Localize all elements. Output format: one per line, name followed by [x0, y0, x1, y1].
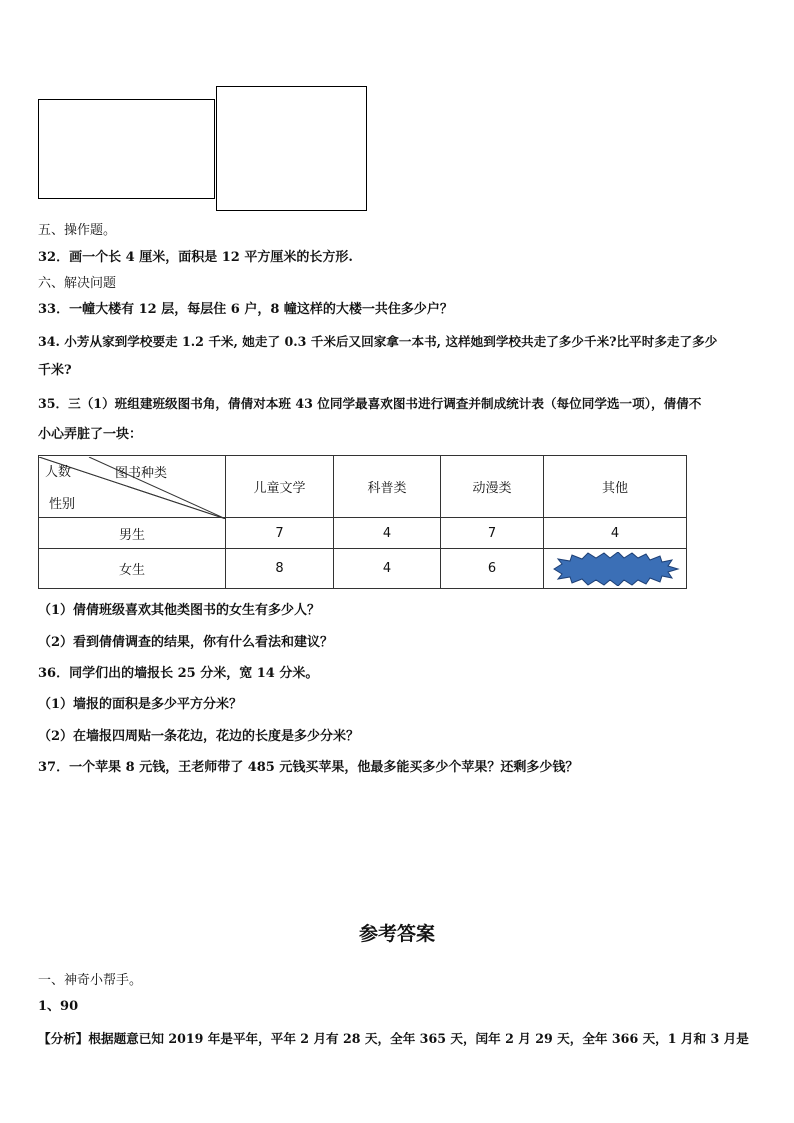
answers-section1-heading: 一、神奇小帮手。: [38, 973, 143, 988]
drawing-box-left: [38, 99, 215, 199]
book-survey-table: [38, 455, 687, 589]
table-cell: 6: [441, 549, 544, 589]
table-cell: 7: [226, 518, 334, 549]
question-34-line2: 千米?: [38, 363, 72, 378]
table-row: [39, 549, 687, 589]
question-37: 37．一个苹果 8 元钱，王老师带了 485 元钱买苹果，他最多能买多少个苹果？还剩多少钱？: [38, 760, 579, 775]
section6-heading: 六、解决问题: [38, 276, 117, 291]
question-36: 36．同学们出的墙报长 25 分米，宽 14 分米。: [38, 666, 319, 681]
column-header: 儿童文学: [226, 456, 334, 518]
question-36-sub2: （2）在墙报四周贴一条花边，花边的长度是多少分米？: [38, 729, 360, 744]
question-35-line1: 35．三（1）班组建班级图书角，倩倩对本班 43 位同学最喜欢图书进行调查并制成统计表（每位同学选一项），倩倩不: [38, 396, 702, 411]
table-cell: 7: [441, 518, 544, 549]
question-33: 33．一幢大楼有 12 层，每层住 6 户，8 幢这样的大楼一共住多少户？: [38, 302, 453, 317]
row-label: 女生: [39, 549, 226, 589]
drawing-box-right: [216, 86, 367, 211]
table-cell-smudged: [544, 549, 687, 589]
table-cell: 4: [334, 518, 441, 549]
corner-label-count: 人数: [45, 464, 72, 480]
column-header: 科普类: [334, 456, 441, 518]
corner-label-gender: 性别: [49, 496, 76, 512]
table-row: [39, 518, 687, 549]
question-35-sub1: （1）倩倩班级喜欢其他类图书的女生有多少人？: [38, 603, 321, 618]
question-35-line2: 小心弄脏了一块：: [38, 427, 143, 442]
table-corner-cell: [39, 456, 226, 518]
row-label: 男生: [39, 518, 226, 549]
answer-analysis: 【分析】根据题意已知 2019 年是平年，平年 2 月有 28 天，全年 365 天，闰年 2 月 29 天，全年 366 天，1 月和 3 月是: [38, 1031, 749, 1046]
section5-heading: 五、操作题。: [38, 223, 117, 238]
table-cell: 4: [544, 518, 687, 549]
question-34-line1: 34. 小芳从家到学校要走 1.2 千米, 她走了 0.3 千米后又回家拿一本书, 这样她到学校共走了多少千米?比平时多走了多少: [38, 334, 718, 349]
ink-smudge-icon: [550, 552, 680, 586]
answers-title: 参考答案: [358, 923, 435, 945]
column-header: 其他: [544, 456, 687, 518]
question-36-sub1: （1）墙报的面积是多少平方分米？: [38, 697, 243, 712]
table-cell: 8: [226, 549, 334, 589]
column-header: 动漫类: [441, 456, 544, 518]
table-cell: 4: [334, 549, 441, 589]
question-35-sub2: （2）看到倩倩调查的结果，你有什么看法和建议？: [38, 635, 334, 650]
answer-1: 1、90: [38, 999, 79, 1014]
question-32: 32．画一个长 4 厘米，面积是 12 平方厘米的长方形.: [38, 250, 353, 265]
corner-label-category: 图书种类: [115, 465, 168, 481]
